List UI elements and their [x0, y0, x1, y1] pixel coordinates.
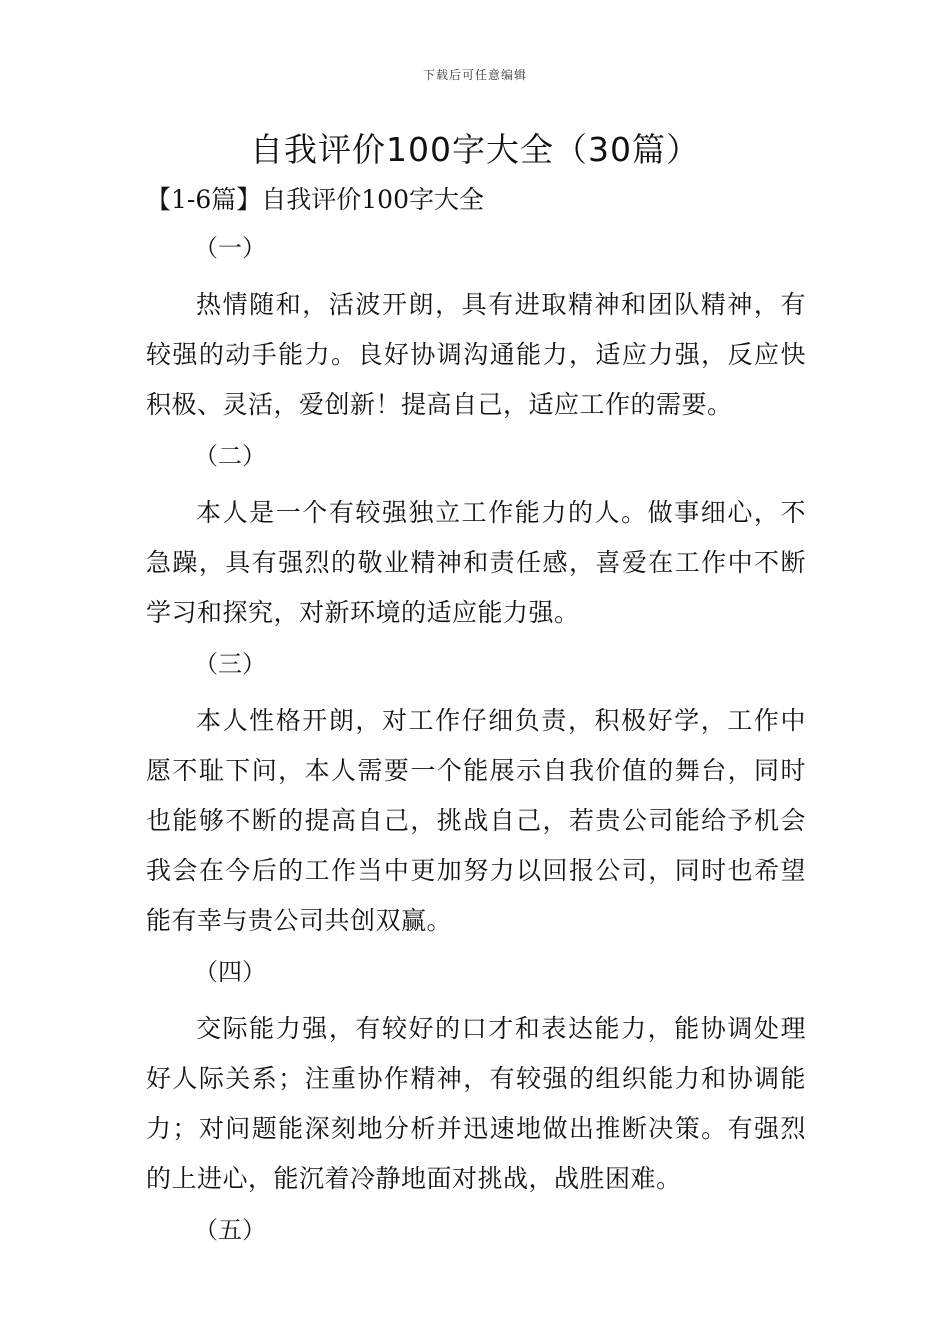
- entry-text-4: 交际能力强，有较好的口才和表达能力，能协调处理好人际关系；注重协作精神，有较强的组织能力和协调能力；对问题能深刻地分析并迅速地做出推断决策。有强烈的上进心，能沉着冷静地面对挑战，战胜困难。: [146, 1014, 806, 1193]
- entry-number-5: （五）: [194, 1216, 266, 1244]
- section-heading: 【1-6篇】自我评价100字大全: [146, 185, 484, 214]
- article-body: [146, 228, 806, 1262]
- entry-text-2: 本人是一个有较强独立工作能力的人。做事细心，不急躁，具有强烈的敬业精神和责任感，喜爱在工作中不断学习和探究，对新环境的适应能力强。: [146, 498, 806, 627]
- entry-number-1: （一）: [194, 234, 266, 262]
- entry-text-1: 热情随和，活波开朗，具有进取精神和团队精神，有较强的动手能力。良好协调沟通能力，适应力强，反应快积极、灵活，爱创新！提高自己，适应工作的需要。: [146, 290, 806, 419]
- header-note: 下载后可任意编辑: [422, 68, 527, 82]
- entry-number-3: （三）: [194, 650, 266, 678]
- entry-text-3: 本人性格开朗，对工作仔细负责，积极好学，工作中愿不耻下问，本人需要一个能展示自我价值的舞台，同时也能够不断的提高自己，挑战自己，若贵公司能给予机会我会在今后的工作当中更加努力以回报公司，同时也希望能有幸与贵公司共创双赢。: [146, 706, 806, 935]
- entry-number-2: （二）: [194, 442, 266, 470]
- document-title: 自我评价100字大全（30篇）: [250, 130, 700, 169]
- entry-number-4: （四）: [194, 958, 266, 986]
